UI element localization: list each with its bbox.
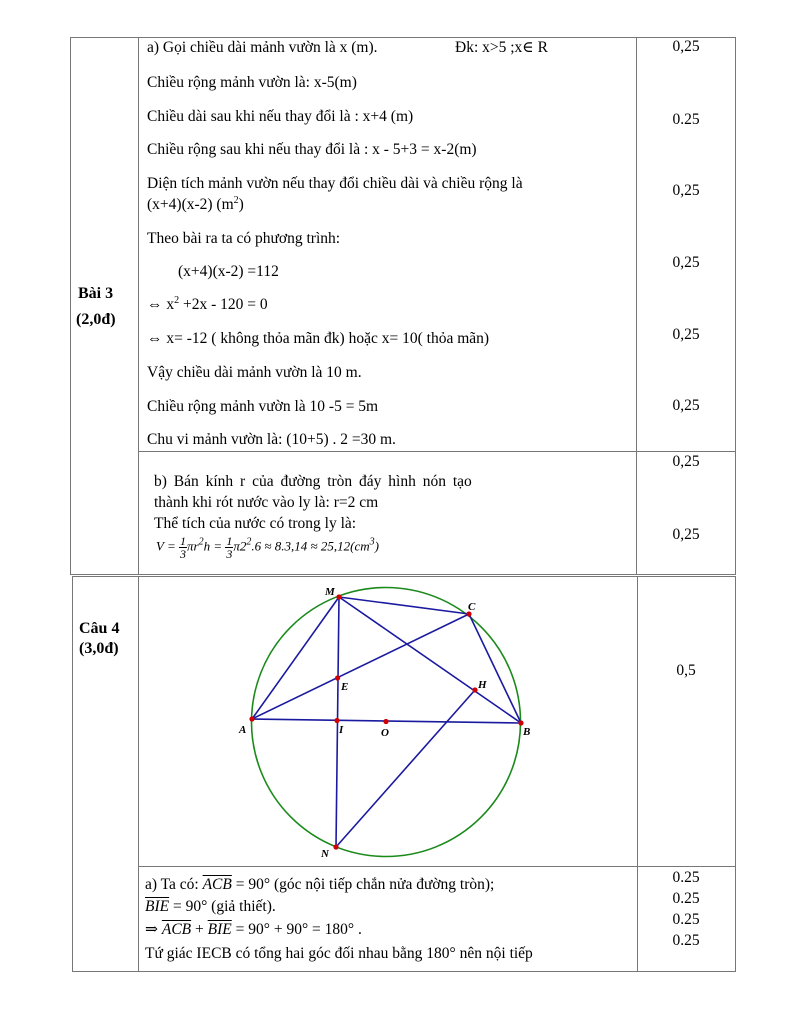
- area-exponent: 2: [233, 195, 239, 206]
- quadratic-exponent: 2: [174, 295, 180, 306]
- segment-nh: [336, 690, 475, 847]
- bai3-b-line1: b) Bán kính r của đường tròn đáy hình nón tạo: [154, 473, 472, 490]
- label-c: C: [468, 601, 476, 613]
- angle-bie: $\overline{BIE}$: [145, 898, 170, 915]
- formula-exp-3: 3: [369, 536, 375, 548]
- bai3-a-equation: (x+4)(x-2) =112: [178, 263, 279, 280]
- cau4-a-line3: [145, 920, 362, 940]
- score-cell: 0.25: [672, 111, 700, 128]
- bai3-a-condition: Đk: x>5 ;x∈ R: [455, 39, 548, 56]
- bai3-b-line3: Thể tích của nước có trong ly là:: [154, 515, 357, 532]
- bai3-a-perimeter: Chu vi mảnh vườn là: (10+5) . 2 =30 m.: [147, 431, 396, 448]
- point-n: [333, 844, 338, 849]
- cau4-a-line1: [145, 875, 494, 895]
- label-i: I: [339, 724, 344, 736]
- formula-pi-2: π2: [233, 538, 247, 554]
- segment-cb: [469, 614, 521, 723]
- figure-score: 0,5: [676, 662, 696, 679]
- line1-rest: = 90° (góc nội tiếp chắn nửa đường tròn);: [231, 876, 495, 893]
- area-close: ): [238, 196, 244, 213]
- bai3-a-quadratic: [147, 295, 268, 315]
- cau4-points: (3,0đ): [79, 640, 119, 657]
- point-a: [249, 716, 254, 721]
- score-cell: 0.25: [672, 911, 700, 928]
- label-b: B: [523, 726, 531, 738]
- score-cell: 0,25: [672, 526, 700, 543]
- score-cell: 0.25: [672, 869, 700, 886]
- cau4-title: Câu 4: [79, 620, 120, 637]
- bai3-a-length: Vậy chiều dài mảnh vườn là 10 m.: [147, 364, 362, 381]
- bai3-title: Bài 3: [78, 285, 114, 302]
- label-h: H: [478, 679, 487, 691]
- geometry-figure: [139, 577, 636, 865]
- point-m: [336, 594, 341, 599]
- segment-mb: [339, 597, 521, 723]
- bai3-a-solutions: ⇔ x= -12 ( không thỏa mãn đk) hoặc x= 10( thỏa mãn): [147, 330, 490, 347]
- volume-formula: [156, 535, 379, 560]
- line1-prefix: a) Ta có:: [145, 876, 203, 893]
- fraction-one-third: [179, 535, 187, 560]
- angle-acb: $\overline{ACB}$: [202, 876, 232, 893]
- angle-acb-sum: $\overline{ACB}$: [161, 921, 192, 938]
- label-m: M: [325, 586, 335, 598]
- bai3-a-line1: a) Gọi chiều dài mảnh vườn là x (m).: [147, 39, 378, 56]
- formula-exp-r: 2: [198, 536, 204, 548]
- score-cell: 0.25: [672, 932, 700, 949]
- point-b: [518, 720, 523, 725]
- segment-ac: [252, 614, 469, 719]
- line2-rest: = 90° (giả thiết).: [169, 898, 276, 915]
- bai3-b-line2: thành khi rót nước vào ly là: r=2 cm: [154, 494, 379, 511]
- angle-bie-sum: $\overline{BIE}$: [207, 921, 232, 938]
- formula-v: V =: [156, 538, 176, 554]
- bai3-a-line6: [147, 195, 244, 215]
- bai3-a-line7: Theo bài ra ta có phương trình:: [147, 230, 341, 247]
- implies-sign: ⇒: [145, 921, 162, 938]
- cau4-a-line4: Tứ giác IECB có tổng hai góc đối nhau bằng 180° nên nội tiếp: [145, 945, 533, 962]
- bai3-a-line3: Chiều dài sau khi nếu thay đổi là : x+4 (m): [147, 108, 414, 125]
- line3-rest: = 90° + 90° = 180° .: [231, 921, 362, 938]
- area-expression: (x+4)(x-2) (m: [147, 196, 234, 213]
- label-o: O: [381, 727, 389, 739]
- score-cell: 0.25: [672, 890, 700, 907]
- quadratic-rest: +2x - 120 = 0: [179, 296, 268, 313]
- formula-h: h =: [203, 538, 223, 554]
- score-cell: 0,25: [672, 326, 700, 343]
- formula-result: .6 ≈ 8.3,14 ≈ 25,12(cm: [251, 538, 370, 554]
- point-o: [383, 719, 388, 724]
- score-cell: 0,25: [672, 254, 700, 271]
- score-cell: 0,25: [672, 453, 700, 470]
- label-n: N: [321, 848, 329, 860]
- score-cell: 0,25: [672, 397, 700, 414]
- label-e: E: [341, 681, 349, 693]
- bai3-a-line5: Diện tích mảnh vườn nếu thay đổi chiều dài và chiều rộng là: [147, 175, 523, 192]
- segment-am: [252, 597, 339, 719]
- bai3-a-width: Chiều rộng mảnh vườn là 10 -5 = 5m: [147, 398, 379, 415]
- fraction-numerator: 1: [179, 534, 186, 548]
- score-cell: 0,25: [672, 182, 700, 199]
- plus-sign: +: [191, 921, 208, 938]
- quadratic-lhs: ⇔ x: [147, 296, 175, 313]
- formula-exp-2: 2: [246, 536, 252, 548]
- cau4-a-line2: [145, 897, 276, 917]
- fraction-denominator: 3: [226, 547, 233, 561]
- fraction-denominator: 3: [179, 547, 186, 561]
- point-h: [472, 687, 477, 692]
- point-i: [334, 718, 339, 723]
- point-e: [335, 675, 340, 680]
- bai3-a-line4: Chiều rộng sau khi nếu thay đổi là : x - 5+3 = x-2(m): [147, 141, 477, 158]
- label-a: A: [239, 724, 247, 736]
- formula-pi-r: πr: [186, 538, 199, 554]
- fraction-numerator: 1: [226, 534, 233, 548]
- bai3-a-line2: Chiều rộng mảnh vườn là: x-5(m): [147, 74, 357, 91]
- bai3-points: (2,0đ): [76, 311, 116, 328]
- formula-end: ): [374, 538, 379, 554]
- score-cell: 0,25: [672, 38, 700, 55]
